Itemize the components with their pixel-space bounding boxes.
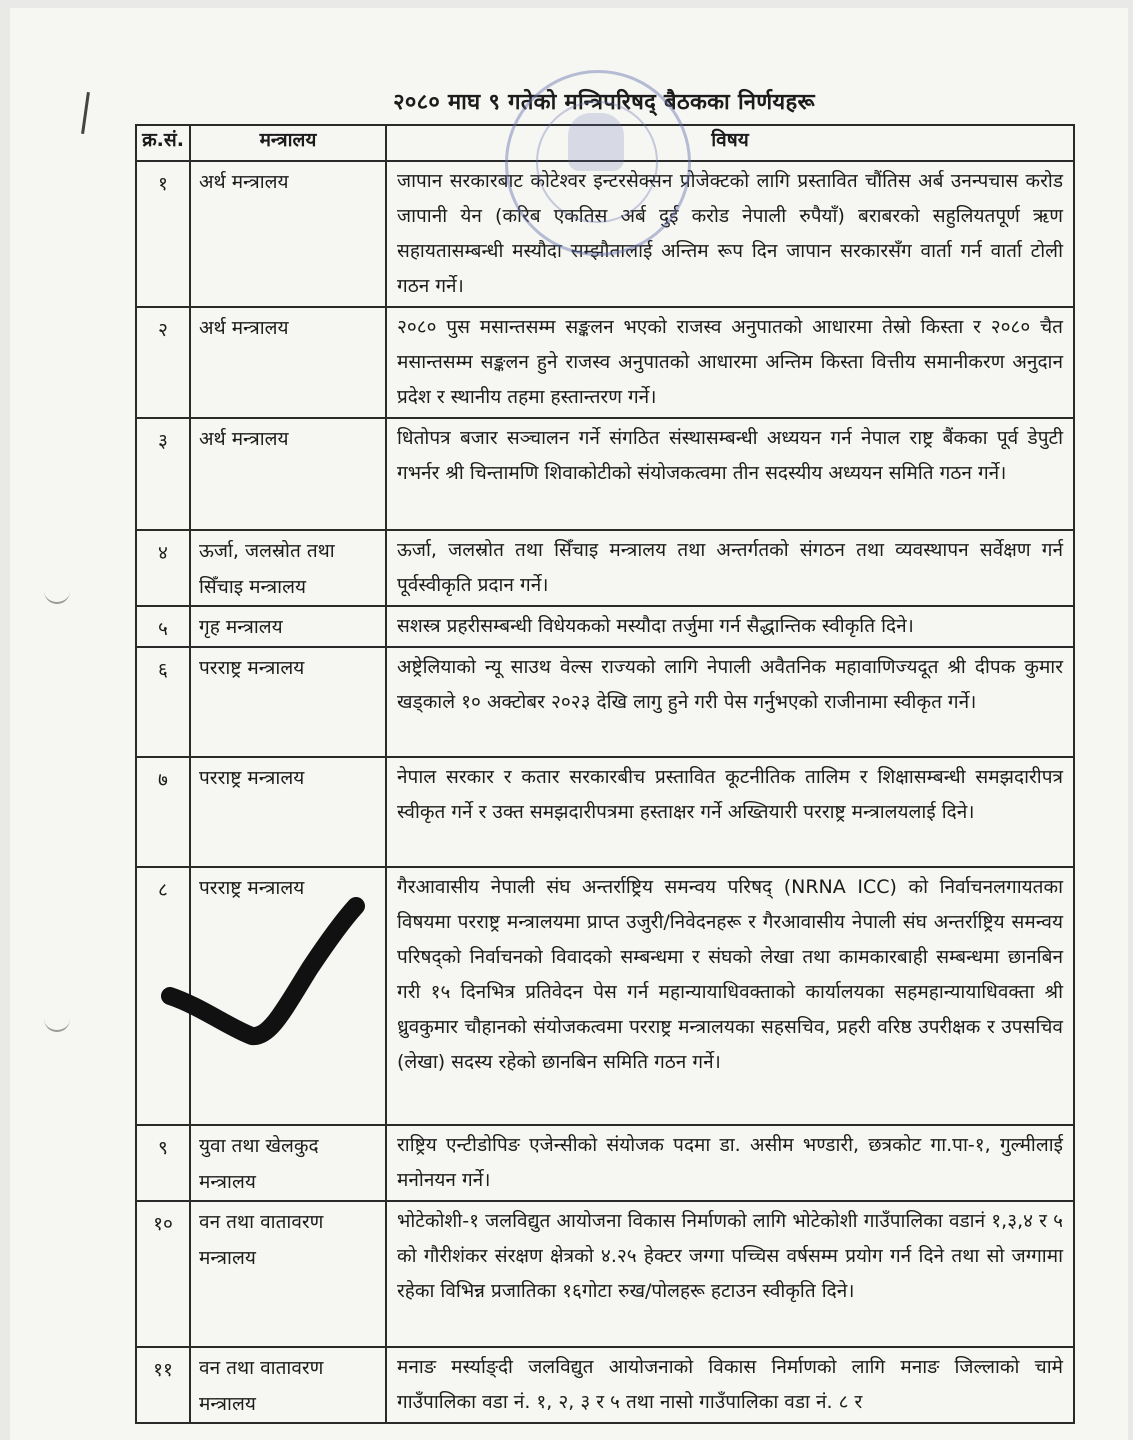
row-serial: ४	[136, 530, 190, 606]
row-ministry: वन तथा वातावरण मन्त्रालय	[190, 1347, 386, 1423]
table-row	[136, 757, 1074, 867]
row-subject: नेपाल सरकार र कतार सरकारबीच प्रस्तावित कूटनीतिक तालिम र शिक्षासम्बन्धी समझदारीपत्र स्वीकृत गर्ने र उक्त समझदारीपत्रमा हस्ताक्षर गर्ने अख्तियारी परराष्ट्र मन्त्रालयलाई दिने।	[386, 757, 1074, 867]
row-serial: १	[136, 161, 190, 307]
table-header-row	[136, 125, 1074, 161]
row-subject: २०८० पुस मसान्तसम्म सङ्कलन भएको राजस्व अनुपातको आधारमा तेस्रो किस्ता र २०८० चैत मसान्तसम्म सङ्कलन हुने राजस्व अनुपातको आधारमा अन्तिम किस्ता वित्तीय समानीकरण अनुदान प्रदेश र स्थानीय तहमा हस्तान्तरण गर्ने।	[386, 307, 1074, 418]
row-serial: ५	[136, 606, 190, 647]
row-subject: ऊर्जा, जलस्रोत तथा सिँचाइ मन्त्रालय तथा अन्तर्गतको संगठन तथा व्यवस्थापन सर्वेक्षण गर्न पूर्वस्वीकृति प्रदान गर्ने।	[386, 530, 1074, 606]
row-ministry: गृह मन्त्रालय	[190, 606, 386, 647]
row-serial: २	[136, 307, 190, 418]
row-subject: सशस्त्र प्रहरीसम्बन्धी विधेयकको मस्यौदा तर्जुमा गर्न सैद्धान्तिक स्वीकृति दिने।	[386, 606, 1074, 647]
row-subject: अष्ट्रेलियाको न्यू साउथ वेल्स राज्यको लागि नेपाली अवैतनिक महावाणिज्यदूत श्री दीपक कुमार खड्काले १० अक्टोबर २०२३ देखि लागु हुने गरी पेस गर्नुभएको राजीनामा स्वीकृत गर्ने।	[386, 647, 1074, 757]
table-row	[136, 1201, 1074, 1347]
row-ministry: परराष्ट्र मन्त्रालय	[190, 647, 386, 757]
decisions-table	[135, 124, 1075, 1424]
table-row	[136, 307, 1074, 418]
row-serial: ३	[136, 418, 190, 530]
row-ministry: परराष्ट्र मन्त्रालय	[190, 757, 386, 867]
document-title: २०८० माघ ९ गतेको मन्त्रिपरिषद् बैठकका निर्णयहरू	[393, 90, 815, 115]
row-serial: ११	[136, 1347, 190, 1423]
table-row	[136, 867, 1074, 1125]
row-ministry: परराष्ट्र मन्त्रालय	[190, 867, 386, 1125]
row-serial: १०	[136, 1201, 190, 1347]
table-row	[136, 418, 1074, 530]
row-subject: राष्ट्रिय एन्टीडोपिङ एजेन्सीको संयोजक पदमा डा. असीम भण्डारी, छत्रकोट गा.पा-१, गुल्मीलाई मनोनयन गर्ने।	[386, 1125, 1074, 1201]
row-serial: ८	[136, 867, 190, 1125]
row-ministry: ऊर्जा, जलस्रोत तथा सिँचाइ मन्त्रालय	[190, 530, 386, 606]
table-row	[136, 606, 1074, 647]
row-subject: जापान सरकारबाट कोटेश्वर इन्टरसेक्सन प्रोजेक्टको लागि प्रस्तावित चौंतिस अर्ब उनन्पचास करोड जापानी येन (करिब एकतिस अर्ब दुई करोड नेपाली रुपैयाँ) बराबरको सहुलियतपूर्ण ऋण सहायतासम्बन्धी मस्यौदा सम्झौतालाई अन्तिम रूप दिन जापान सरकारसँग वार्ता गर्न वार्ता टोली गठन गर्ने।	[386, 161, 1074, 307]
header-subject: विषय	[386, 125, 1074, 161]
table-row	[136, 530, 1074, 606]
header-serial: क्र.सं.	[136, 125, 190, 161]
row-ministry: अर्थ मन्त्रालय	[190, 161, 386, 307]
row-ministry: अर्थ मन्त्रालय	[190, 418, 386, 530]
header-ministry: मन्त्रालय	[190, 125, 386, 161]
row-subject: मनाङ मर्स्याङ्दी जलविद्युत आयोजनाको विकास निर्माणको लागि मनाङ जिल्लाको चामे गाउँपालिका वडा नं. १, २, ३ र ५ तथा नासो गाउँपालिका वडा नं. ८ र	[386, 1347, 1074, 1423]
row-serial: ७	[136, 757, 190, 867]
row-serial: ९	[136, 1125, 190, 1201]
table-row	[136, 161, 1074, 307]
row-subject: भोटेकोशी-१ जलविद्युत आयोजना विकास निर्माणको लागि भोटेकोशी गाउँपालिका वडानं १,३,४ र ५ को गौरीशंकर संरक्षण क्षेत्रको ४.२५ हेक्टर जग्गा पच्चिस वर्षसम्म प्रयोग गर्न दिने तथा सो जग्गामा रहेका विभिन्न प्रजातिका १६गोटा रुख/पोलहरू हटाउन स्वीकृति दिने।	[386, 1201, 1074, 1347]
row-ministry: वन तथा वातावरण मन्त्रालय	[190, 1201, 386, 1347]
row-serial: ६	[136, 647, 190, 757]
row-ministry: युवा तथा खेलकुद मन्त्रालय	[190, 1125, 386, 1201]
table-row	[136, 647, 1074, 757]
table-row	[136, 1347, 1074, 1423]
table-row	[136, 1125, 1074, 1201]
row-subject: गैरआवासीय नेपाली संघ अन्तर्राष्ट्रिय समन्वय परिषद् (NRNA ICC) को निर्वाचनलगायतका विषयमा परराष्ट्र मन्त्रालयमा प्राप्त उजुरी/निवेदनहरू र गैरआवासीय नेपाली संघ अन्तर्राष्ट्रिय समन्वय परिषद्को निर्वाचनको विवादको सम्बन्धमा र संघको लेखा तथा कामकारबाही सम्बन्धमा छानबिन गरी १५ दिनभित्र प्रतिवेदन पेस गर्न महान्यायाधिवक्ताको कार्यालयका सहमहान्यायाधिवक्ता श्री ध्रुवकुमार चौहानको संयोजकत्वमा परराष्ट्र मन्त्रालयका सहसचिव, प्रहरी वरिष्ठ उपरीक्षक र उपसचिव (लेखा) सदस्य रहेको छानबिन समिति गठन गर्ने।	[386, 867, 1074, 1125]
row-ministry: अर्थ मन्त्रालय	[190, 307, 386, 418]
row-subject: धितोपत्र बजार सञ्चालन गर्ने संगठित संस्थासम्बन्धी अध्ययन गर्न नेपाल राष्ट्र बैंकका पूर्व डेपुटी गभर्नर श्री चिन्तामणि शिवाकोटीको संयोजकत्वमा तीन सदस्यीय अध्ययन समिति गठन गर्ने।	[386, 418, 1074, 530]
